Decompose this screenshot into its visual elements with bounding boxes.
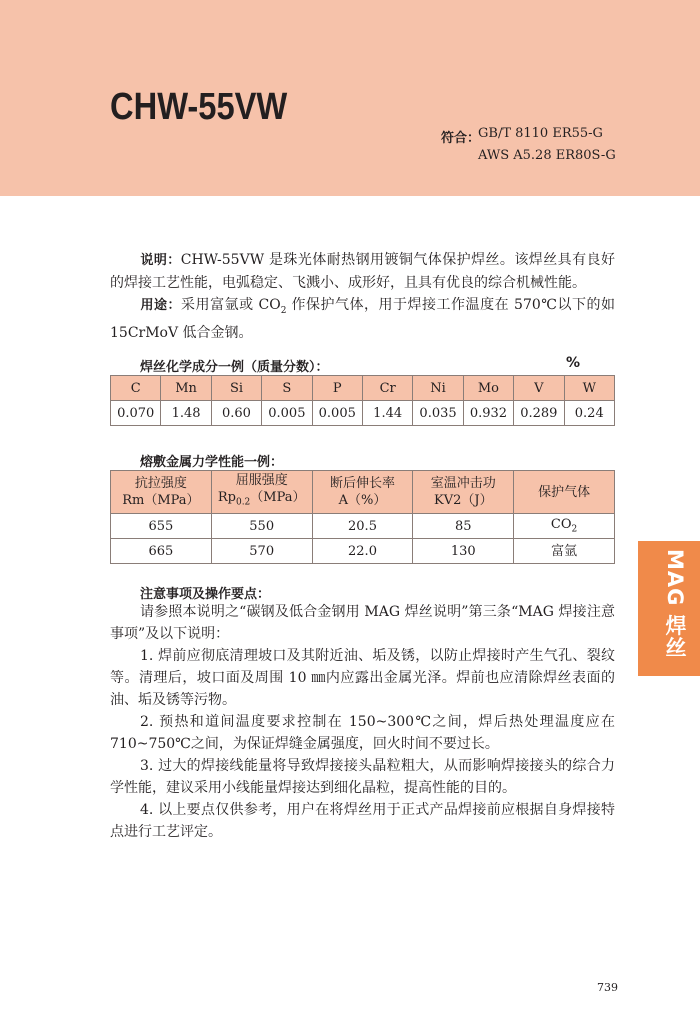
section-side-tab <box>638 541 700 676</box>
side-tab-label: MAG 焊丝 <box>663 549 687 659</box>
header-cell: W <box>564 376 614 401</box>
table-cell <box>514 539 615 564</box>
description-label: 说明： <box>140 253 181 268</box>
table-row <box>111 539 615 564</box>
page-number: 739 <box>597 981 618 994</box>
table-cell: 550 <box>211 514 312 539</box>
header-line: Rp <box>217 490 236 506</box>
note-paragraph: 2. 预热和道间温度要求控制在 150~300℃之间，焊后热处理温度应在 710~750℃之间，为保证焊缝金属强度，回火时间不要过长。 <box>110 714 615 752</box>
chemical-composition-table <box>110 375 615 426</box>
header-line: 抗拉强度 <box>134 476 187 491</box>
product-title: CHW-55VW <box>110 86 288 128</box>
header-band <box>0 0 700 196</box>
notes-body <box>110 601 615 843</box>
table-header-row <box>111 376 615 401</box>
table-header-row <box>111 471 615 514</box>
header-cell: Ni <box>413 376 463 401</box>
table-cell: 0.035 <box>413 401 463 426</box>
header-cell: S <box>262 376 312 401</box>
header-cell-a <box>312 471 413 514</box>
note-paragraph: 4. 以上要点仅供参考，用户在将焊丝用于正式产品焊接前应根据自身焊接特点进行工艺评定。 <box>110 802 615 840</box>
header-line: 室温冲击功 <box>430 476 496 491</box>
table-cell: 20.5 <box>312 514 413 539</box>
standard-aws: AWS A5.28 ER80S-G <box>478 148 616 163</box>
mech-table-heading: 熔敷金属力学性能一例： <box>140 455 284 470</box>
usage-subscript: 2 <box>280 305 287 316</box>
chem-table-heading: 焊丝化学成分一例（质量分数）： <box>140 360 329 375</box>
table-cell: 665 <box>111 539 212 564</box>
table-cell: 1.44 <box>362 401 412 426</box>
table-cell: 130 <box>413 539 514 564</box>
table-cell: 0.932 <box>463 401 513 426</box>
table-cell: 0.070 <box>111 401 161 426</box>
table-cell: 22.0 <box>312 539 413 564</box>
table-cell: 0.289 <box>514 401 564 426</box>
note-paragraph: 1. 焊前应彻底清理坡口及其附近油、垢及锈，以防止焊接时产生气孔、裂纹等。清理后，坡口面及周围 10 ㎜内应露出金属光泽。焊前也应清除焊丝表面的油、垢及锈等污物。 <box>110 648 615 708</box>
gas-subscript: 2 <box>571 524 578 535</box>
header-cell: Si <box>211 376 261 401</box>
description-paragraph <box>110 249 615 294</box>
usage-paragraph <box>110 294 615 344</box>
table-cell: 655 <box>111 514 212 539</box>
header-line: Rm（MPa） <box>122 493 200 508</box>
header-cell-gas <box>514 471 615 514</box>
mechanical-properties-table <box>110 470 615 564</box>
header-line: A（%） <box>338 493 387 508</box>
header-cell: C <box>111 376 161 401</box>
header-cell: Mo <box>463 376 513 401</box>
header-line: 屈服强度 <box>235 473 288 489</box>
header-cell: Mn <box>161 376 211 401</box>
notes-heading: 注意事项及操作要点： <box>140 587 271 602</box>
chem-table-unit: % <box>566 355 581 371</box>
table-cell: 1.48 <box>161 401 211 426</box>
table-cell <box>514 514 615 539</box>
header-line: KV2（J） <box>433 493 493 508</box>
table-row <box>111 514 615 539</box>
header-cell-rm <box>111 471 212 514</box>
table-cell: 0.005 <box>312 401 362 426</box>
standard-gb: GB/T 8110 ER55-G <box>478 126 603 141</box>
table-cell: 0.24 <box>564 401 614 426</box>
usage-label: 用途： <box>140 298 182 313</box>
usage-text-b: 作保护气体，用于焊接工作温度在 570℃以下的如 15CrMoV 低合金钢。 <box>110 297 615 341</box>
header-line: 断后伸长率 <box>329 476 395 491</box>
header-cell: P <box>312 376 362 401</box>
note-paragraph: 3. 过大的焊接线能量将导致焊接接头晶粒粗大，从而影响焊接接头的综合力学性能，建议采用小线能量焊接达到细化晶粒，提高性能的目的。 <box>110 758 615 796</box>
description-text: CHW-55VW 是珠光体耐热钢用镀铜气体保护焊丝。该焊丝具有良好的焊接工艺性能，电弧稳定、飞溅小、成形好，且具有优良的综合机械性能。 <box>110 252 615 291</box>
header-cell-kv <box>413 471 514 514</box>
table-cell: 0.005 <box>262 401 312 426</box>
table-cell: 85 <box>413 514 514 539</box>
header-line: 保护气体 <box>538 484 591 500</box>
usage-text-a: 采用富氩或 CO <box>181 297 281 313</box>
table-row <box>111 401 615 426</box>
gas-name: 富氩 <box>551 544 578 560</box>
standard-label: 符合： <box>441 131 481 146</box>
header-cell: Cr <box>362 376 412 401</box>
header-subscript: 0.2 <box>235 497 251 508</box>
table-cell: 570 <box>211 539 312 564</box>
table-cell: 0.60 <box>211 401 261 426</box>
gas-name: CO <box>550 517 572 533</box>
header-cell-rp <box>211 471 312 514</box>
note-paragraph: 请参照本说明之“碳钢及低合金钢用 MAG 焊丝说明”第三条“MAG 焊接注意事项”及以下说明： <box>110 604 615 642</box>
header-line: （MPa） <box>250 490 306 506</box>
header-cell: V <box>514 376 564 401</box>
